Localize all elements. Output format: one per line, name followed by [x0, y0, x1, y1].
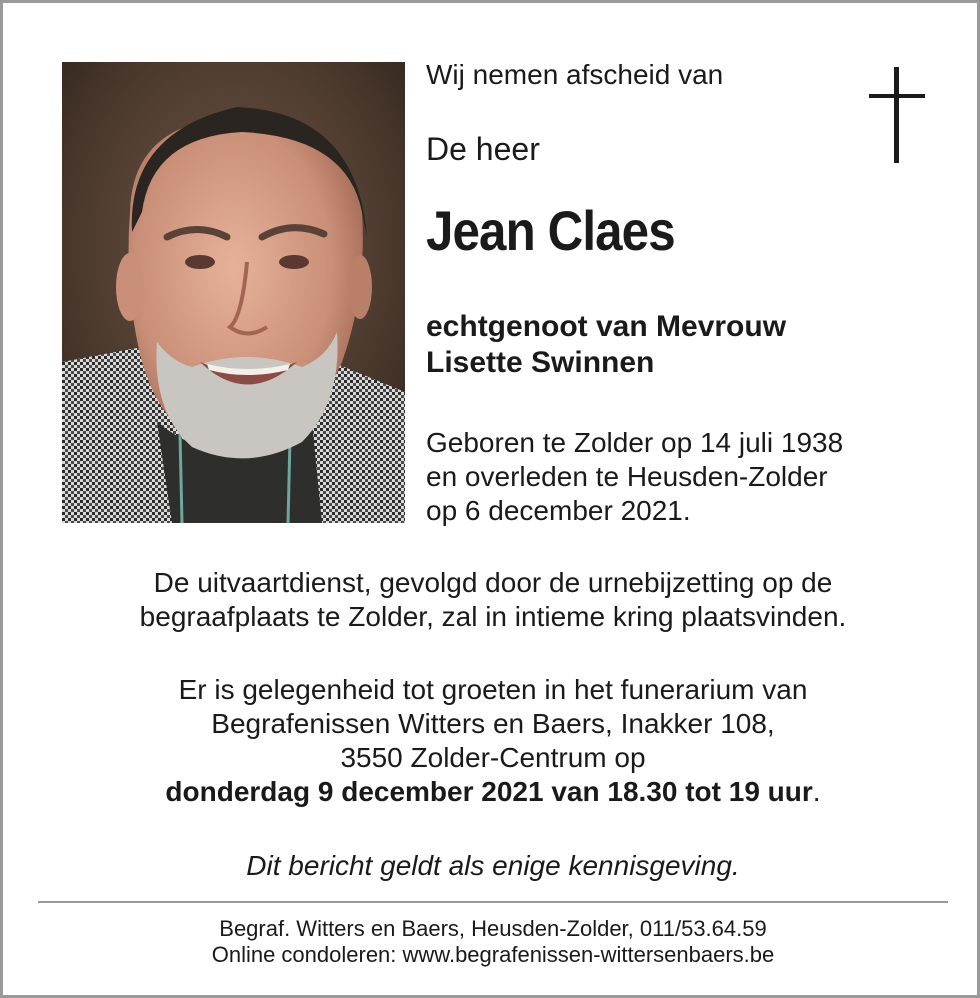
service-line: De uitvaartdienst, gevolgd door de urnebijzetting op de: [153, 567, 833, 598]
visitation-text: [3, 673, 980, 809]
portrait-photo: [62, 62, 405, 523]
birth-death-info: [426, 426, 843, 528]
spouse-info: [426, 309, 786, 381]
spouse-line: Lisette Swinnen: [426, 346, 655, 379]
footer-contact: Begraf. Witters en Baers, Heusden-Zolder, 011/53.64.59: [219, 916, 767, 941]
footer-divider: [38, 901, 948, 903]
visitation-date: donderdag 9 december 2021 van 18.30 tot 19 uur: [165, 776, 813, 807]
cross-icon: [869, 67, 925, 163]
intro-text: Wij nemen afscheid van: [426, 59, 724, 90]
visitation-date-period: .: [812, 776, 821, 807]
honorific: De heer: [426, 131, 540, 167]
notice-text: Dit bericht geldt als enige kennisgeving.: [246, 850, 740, 881]
deceased-name: Jean Claes: [426, 199, 675, 262]
service-line: begraafplaats te Zolder, zal in intieme kring plaatsvinden.: [139, 601, 847, 632]
footer: [3, 916, 980, 968]
funeral-service-text: [3, 566, 980, 634]
visitation-date-line: [3, 775, 980, 809]
bio-line: op 6 december 2021.: [426, 495, 691, 526]
visitation-line: 3550 Zolder-Centrum op: [340, 742, 646, 773]
portrait-illustration: [62, 62, 405, 523]
bio-line: en overleden te Heusden-Zolder: [426, 461, 828, 492]
bio-line: Geboren te Zolder op 14 juli 1938: [426, 427, 844, 458]
spouse-line: echtgenoot van Mevrouw: [426, 310, 787, 343]
visitation-line: Begrafenissen Witters en Baers, Inakker 108,: [211, 708, 775, 739]
visitation-line: Er is gelegenheid tot groeten in het funerarium van: [178, 674, 808, 705]
footer-condolence-link: Online condoleren: www.begrafenissen-wittersenbaers.be: [211, 942, 775, 967]
